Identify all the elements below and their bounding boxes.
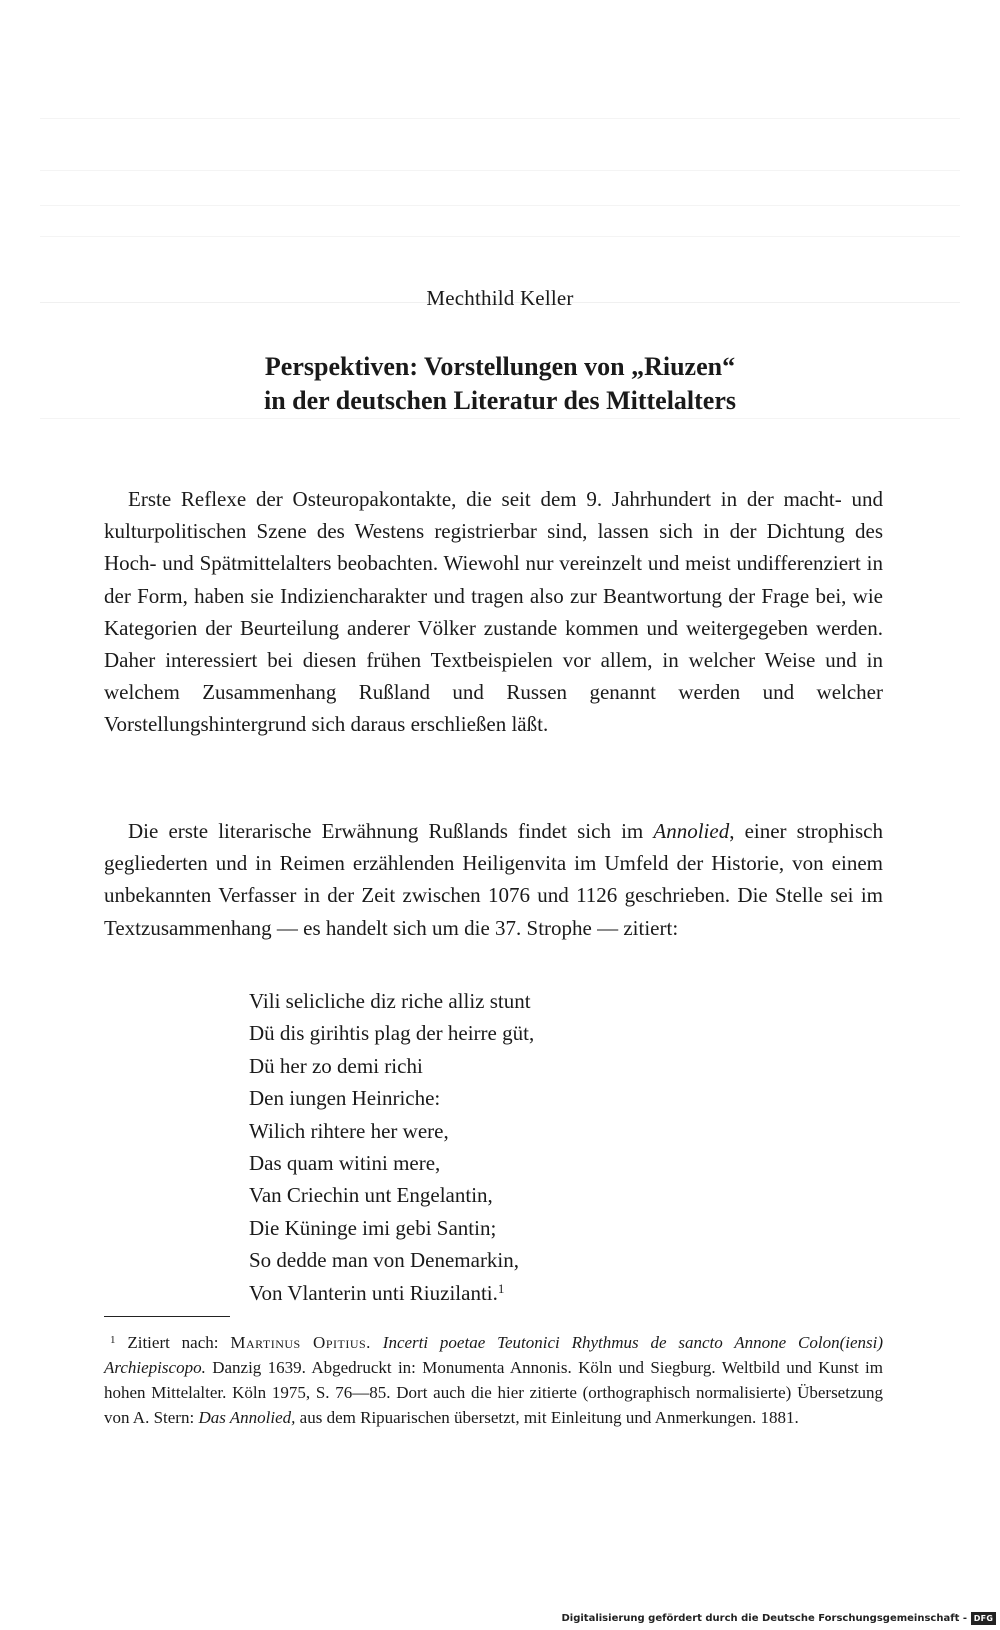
footnote-text xyxy=(104,1330,883,1430)
footnote-author: Martinus Opitius. xyxy=(230,1333,371,1352)
poem-quotation xyxy=(249,985,534,1309)
digitization-credit xyxy=(561,1609,996,1627)
poem-line: Den iungen Heinriche: xyxy=(249,1086,441,1111)
paragraph-text: Erste Reflexe der Osteuropakontakte, die seit dem 9. Jahrhundert in der macht- und kulturpolitischen Szene des Westens registrierbar sind, lassen sich in der Dichtung des Hoch- und Spätmittelalters beobachten. Wiewohl nur vereinzelt und meist undifferenziert in der Form, haben sie Indiziencharakter und tragen also zur Beantwortung der Frage bei, wie Kategorien der Beurteilung anderer Völker zustande kommen und weitergegeben werden. Daher interessiert bei diesen frühen Textbeispielen vor allem, in welcher Weise und in welchem Zusammenhang Rußland und Russen genannt werden und welcher Vorstellungshintergrund sich daraus erschließen läßt. xyxy=(104,487,883,737)
footnote-reference[interactable]: 1 xyxy=(497,1280,505,1296)
poem-line: Die Küninge imi gebi Santin; xyxy=(249,1215,497,1240)
poem-line: Dü her zo demi richi xyxy=(249,1053,423,1078)
poem-line-last xyxy=(249,1277,534,1309)
poem-line: Van Criechin unt Engelantin, xyxy=(249,1183,493,1208)
body-paragraph-2 xyxy=(104,815,883,944)
poem-line: So dedde man von Denemarkin, xyxy=(249,1248,520,1273)
footnote xyxy=(104,1330,883,1430)
show-through-line xyxy=(40,205,960,206)
footnote-middle: Danzig 1639. Abgedruckt in: Monumenta Annonis. Köln und Siegburg. Weltbild und Kunst im hohen Mittelalter. Köln 1975, S. 76—85. Dort auch die hier zitierte (orthographisch normalisierte) Übersetzung von A. Stern: xyxy=(104,1358,883,1427)
paragraph-text-after: , einer strophisch gegliederten und in Reimen erzählenden Heiligenvita im Umfeld der Historie, von einem unbekannten Verfasser in der Zeit zwischen 1076 und 1126 geschrieben. Die Stelle sei im Textzusammenhang — es handelt sich um die 37. Strophe — zitiert: xyxy=(104,819,883,940)
title-line-1: Perspektiven: Vorstellungen von „Riuzen“ xyxy=(264,352,736,381)
poem-line: Von Vlanterin unti Riuzilanti. xyxy=(249,1280,498,1305)
poem-line: Vili selicliche diz riche alliz stunt xyxy=(249,989,531,1013)
show-through-line xyxy=(40,170,960,171)
poem-line: Das quam witini mere, xyxy=(249,1151,441,1176)
credit-text: Digitalisierung gefördert durch die Deutsche Forschungsgemeinschaft - xyxy=(561,1612,967,1624)
show-through-line xyxy=(40,118,960,119)
poem-line: Wilich rihtere her were, xyxy=(249,1118,449,1143)
footnote-work-title: Das Annolied, xyxy=(198,1408,296,1427)
dfg-logo-icon: DFG xyxy=(971,1612,996,1625)
footnote-divider xyxy=(104,1316,230,1317)
poem-line: Dü dis girihtis plag der heirre güt, xyxy=(249,1021,535,1046)
article-title xyxy=(0,350,1000,418)
show-through-line xyxy=(40,418,960,419)
footnote-marker: 1 xyxy=(110,1334,116,1346)
show-through-line xyxy=(40,236,960,237)
title-line-2: in der deutschen Literatur des Mittelalters xyxy=(263,386,737,415)
paragraph-text-before: Die erste literarische Erwähnung Rußlands findet sich im xyxy=(128,819,654,843)
author-name: Mechthild Keller xyxy=(426,286,574,310)
footnote-end: aus dem Ripuarischen übersetzt, mit Einleitung und Anmerkungen. 1881. xyxy=(295,1408,799,1427)
work-title-annolied: Annolied xyxy=(653,819,730,843)
paragraph-text xyxy=(104,815,883,944)
body-paragraph-1 xyxy=(104,483,883,741)
footnote-lead: Zitiert nach: xyxy=(127,1333,231,1352)
footnote-source-title: Incerti poetae Teutonici Rhythmus de sancto Annone Colon(iensi) Archiepiscopo. xyxy=(104,1333,884,1377)
